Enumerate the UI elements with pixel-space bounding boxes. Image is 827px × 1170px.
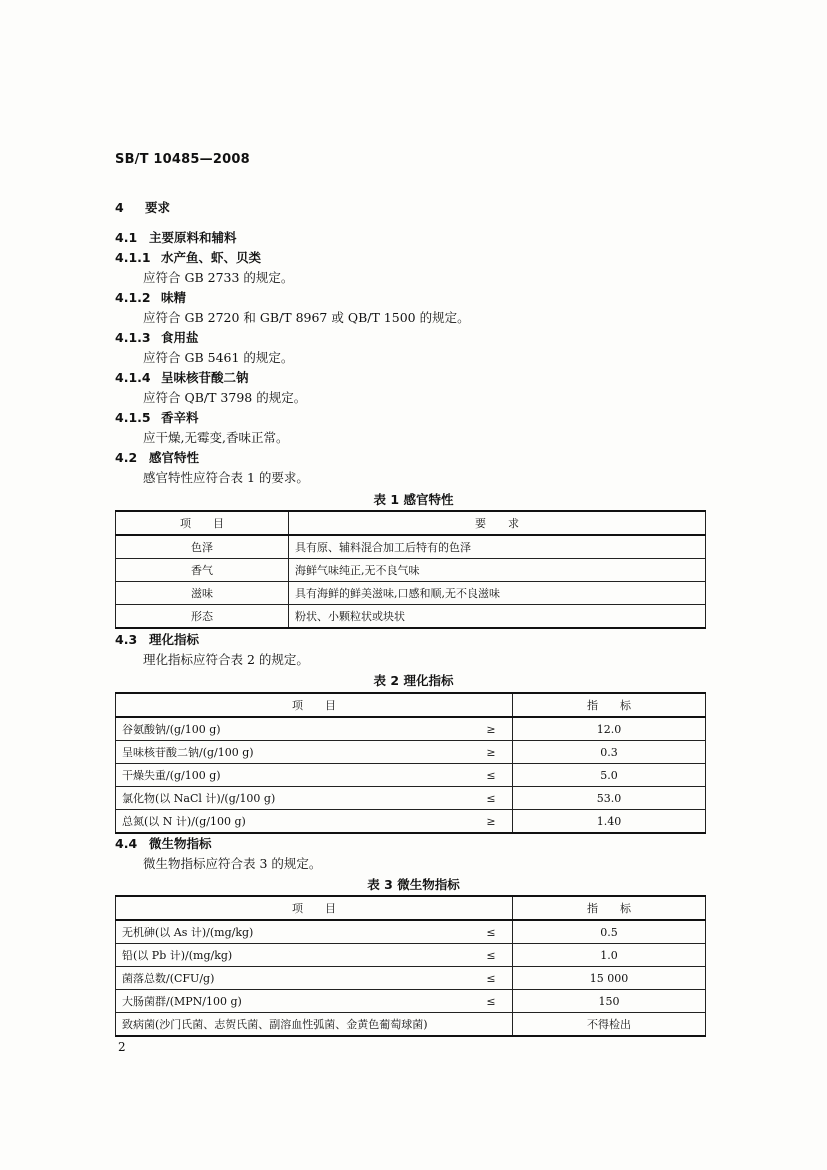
section-number: 4.1 [115,230,138,245]
table-cell: 海鲜气味纯正,无不良气味 [289,559,706,582]
section-number: 4.1.1 [115,250,151,265]
table-header-item: 项 目 [116,896,513,920]
table-row [116,1013,706,1037]
section-number: 4.3 [115,632,138,647]
table-cell: 0.3 [513,741,706,764]
section-number: 4 [115,200,124,215]
table-header-index: 指 标 [513,693,706,717]
section-title: 理化指标 [149,632,200,647]
section-4-3-text: 理化指标应符合表 2 的规定。 [143,652,309,667]
section-4-1-3-text: 应符合 GB 5461 的规定。 [143,350,294,365]
table-row [116,920,706,944]
table-cell: 干燥失重/(g/100 g) [116,764,471,787]
table-3-caption: 表 3 微生物指标 [367,877,460,892]
table-3-microbiological [115,895,706,1037]
table-cell: 12.0 [513,717,706,741]
table-header-item: 项 目 [116,511,289,535]
section-title: 微生物指标 [149,836,212,851]
table-row [116,990,706,1013]
page-number: 2 [118,1040,126,1054]
comparison-symbol: ≤ [470,967,513,990]
section-4-2-heading [115,448,199,466]
table-row [116,559,706,582]
table-row [116,764,706,787]
section-title: 味精 [161,290,187,305]
table-cell: 香气 [116,559,289,582]
table-row [116,717,706,741]
comparison-symbol: ≤ [470,920,513,944]
section-title: 主要原料和辅料 [149,230,237,245]
table-cell: 菌落总数/(CFU/g) [116,967,471,990]
table-row [116,535,706,559]
table-cell: 致病菌(沙门氏菌、志贺氏菌、副溶血性弧菌、金黄色葡萄球菌) [116,1013,471,1037]
section-4-1-heading [115,228,237,246]
table-cell: 15 000 [513,967,706,990]
section-title: 水产鱼、虾、贝类 [161,250,262,265]
comparison-symbol: ≥ [470,717,513,741]
table-row [116,967,706,990]
table-header-requirement: 要 求 [289,511,706,535]
section-title: 香辛料 [161,410,199,425]
section-4-4-text: 微生物指标应符合表 3 的规定。 [143,856,322,871]
section-title: 感官特性 [149,450,200,465]
table-row [116,944,706,967]
section-title: 呈味核苷酸二钠 [161,370,249,385]
table-cell: 具有海鲜的鲜美滋味,口感和顺,无不良滋味 [289,582,706,605]
section-title: 食用盐 [161,330,199,345]
section-title: 要求 [145,200,171,215]
table-cell: 形态 [116,605,289,629]
section-4-1-2-text: 应符合 GB 2720 和 GB/T 8967 或 QB/T 1500 的规定。 [143,310,470,325]
table-cell: 谷氨酸钠/(g/100 g) [116,717,471,741]
section-number: 4.1.3 [115,330,151,345]
section-4-1-4-heading [115,368,249,386]
section-4-2-text: 感官特性应符合表 1 的要求。 [143,470,309,485]
section-4-4-heading [115,834,212,852]
comparison-symbol: ≤ [470,764,513,787]
section-4-1-1-heading [115,248,261,266]
table-cell: 不得检出 [513,1013,706,1037]
section-4-1-5-text: 应干燥,无霉变,香味正常。 [143,430,289,445]
table-2-caption: 表 2 理化指标 [373,673,454,688]
table-cell: 大肠菌群/(MPN/100 g) [116,990,471,1013]
table-cell: 5.0 [513,764,706,787]
standard-code: SB/T 10485—2008 [115,152,250,167]
section-number: 4.1.4 [115,370,151,385]
table-1-caption: 表 1 感官特性 [373,492,454,507]
section-4-heading [115,198,170,216]
table-cell: 呈味核苷酸二钠/(g/100 g) [116,741,471,764]
table-header-index: 指 标 [513,896,706,920]
table-cell: 粉状、小颗粒状或块状 [289,605,706,629]
comparison-symbol: ≤ [470,944,513,967]
table-cell: 1.40 [513,810,706,834]
section-4-3-heading [115,630,199,648]
table-row [116,605,706,629]
table-cell: 铅(以 Pb 计)/(mg/kg) [116,944,471,967]
section-number: 4.4 [115,836,138,851]
table-row [116,810,706,834]
section-4-1-2-heading [115,288,186,306]
table-2-physicochemical [115,692,706,834]
table-cell: 色泽 [116,535,289,559]
section-4-1-3-heading [115,328,199,346]
comparison-symbol: ≥ [470,810,513,834]
section-number: 4.1.2 [115,290,151,305]
table-row [116,582,706,605]
comparison-symbol: ≤ [470,787,513,810]
table-cell: 0.5 [513,920,706,944]
section-4-1-5-heading [115,408,199,426]
table-row [116,787,706,810]
table-cell: 氯化物(以 NaCl 计)/(g/100 g) [116,787,471,810]
table-cell: 1.0 [513,944,706,967]
table-row [116,741,706,764]
comparison-symbol [470,1013,513,1037]
table-cell: 53.0 [513,787,706,810]
section-4-1-1-text: 应符合 GB 2733 的规定。 [143,270,294,285]
table-1-sensory [115,510,706,629]
comparison-symbol: ≥ [470,741,513,764]
comparison-symbol: ≤ [470,990,513,1013]
section-number: 4.2 [115,450,138,465]
table-cell: 无机砷(以 As 计)/(mg/kg) [116,920,471,944]
table-cell: 150 [513,990,706,1013]
section-4-1-4-text: 应符合 QB/T 3798 的规定。 [143,390,307,405]
table-cell: 滋味 [116,582,289,605]
table-cell: 总氮(以 N 计)/(g/100 g) [116,810,471,834]
table-header-item: 项 目 [116,693,513,717]
section-number: 4.1.5 [115,410,151,425]
table-cell: 具有原、辅料混合加工后特有的色泽 [289,535,706,559]
